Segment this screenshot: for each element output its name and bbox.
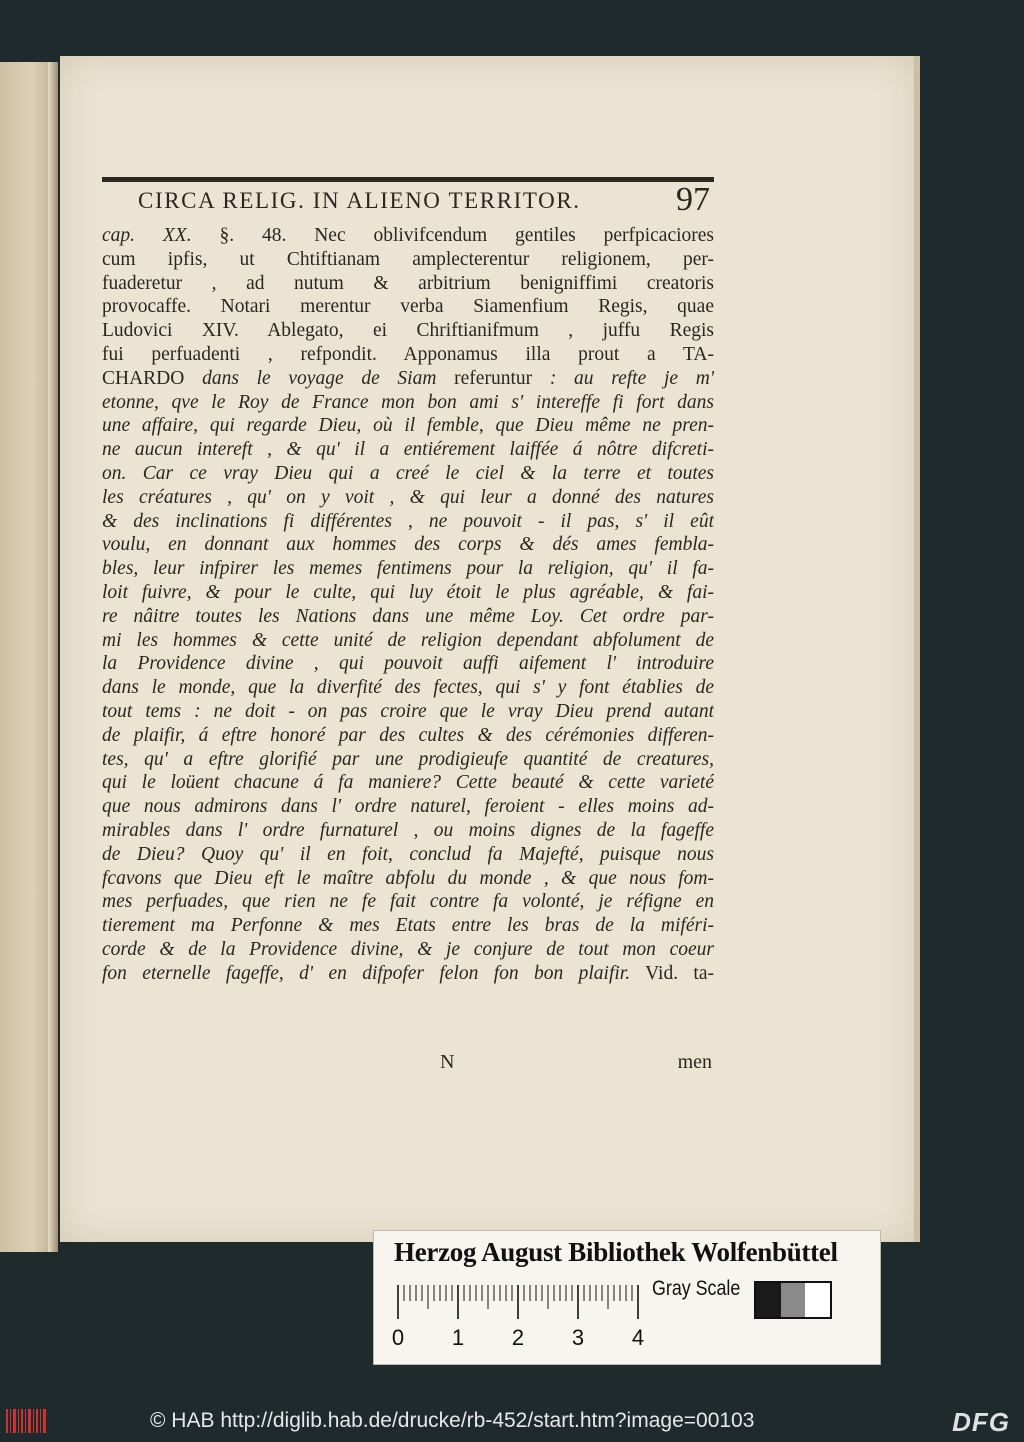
- ruler-number: 0: [391, 1325, 405, 1350]
- catchword: men: [677, 1051, 712, 1073]
- ruler-number: 4: [631, 1325, 645, 1350]
- dfg-logo: DFG: [952, 1407, 1010, 1437]
- text-line: [102, 629, 714, 653]
- book-page: [60, 56, 916, 1242]
- text-line: [102, 938, 714, 962]
- viewer-footer: [0, 1400, 1024, 1442]
- text-line: [102, 438, 714, 462]
- text-segment: referuntur: [436, 367, 550, 389]
- text-segment: bles, leur infpirer les memes fentimens pour la religion, qu' il fa-: [102, 558, 714, 580]
- barcode-icon: [6, 1407, 50, 1435]
- text-line: [102, 962, 714, 986]
- text-line: [102, 724, 714, 748]
- text-segment: qui le loüent chacune á fa maniere? Cette beauté & cette varieté: [102, 772, 714, 794]
- text-segment: dans le monde, que la diverfité des fectes, qui s' y font établies de: [102, 677, 714, 699]
- text-segment: de Dieu? Quoy qu' il en foit, conclud fa Majefté, puisque nous: [102, 843, 714, 865]
- text-line: [102, 605, 714, 629]
- text-line: [102, 652, 714, 676]
- text-line: [102, 581, 714, 605]
- text-segment: A-: [693, 343, 714, 365]
- page-number: 97: [676, 181, 710, 218]
- text-line: [102, 462, 714, 486]
- text-segment: fuaderetur , ad nutum & arbitrium benigniffimi creatoris: [102, 272, 714, 294]
- text-line: [102, 486, 714, 510]
- text-line: [102, 295, 714, 319]
- text-segment: de plaifir, á eftre honoré par des cultes & des cérémonies differen-: [102, 724, 714, 746]
- adjacent-page-edge: [0, 62, 58, 1252]
- text-segment: §. 48. Nec oblivifcendum gentiles perfpicaciores: [191, 225, 714, 246]
- text-segment: & des inclinations fi différentes , ne pouvoit - il pas, s' il eût: [102, 510, 714, 532]
- gray-swatch: [756, 1283, 781, 1317]
- text-line: [102, 319, 714, 343]
- page-foot: [102, 1051, 714, 1079]
- text-segment: une affaire, qui regarde Dieu, où il femble, que Dieu même ne pren-: [102, 415, 714, 437]
- text-segment: tout tems : ne doit - on pas croire que le vray Dieu prend autant: [102, 700, 714, 722]
- text-line: [102, 343, 714, 367]
- text-line: [102, 748, 714, 772]
- text-line: [102, 914, 714, 938]
- scale-ruler: [388, 1281, 648, 1353]
- library-color-card: [373, 1230, 881, 1365]
- text-segment: etonne, qve le Roy de France mon bon ami s' intereffe fi fort dans: [102, 391, 714, 413]
- copyright-link[interactable]: © HAB http://diglib.hab.de/drucke/rb-452/start.htm?image=00103: [150, 1409, 755, 1432]
- text-segment: loit fuivre, & pour le culte, qui luy étoit le plus agréable, & fai-: [102, 581, 714, 603]
- gray-scale-label: Gray Scale: [652, 1277, 741, 1300]
- ruler-number: 2: [511, 1325, 525, 1350]
- text-segment: Ludovici XIV. Ablegato, ei Chriftianifmum , juffu Regis: [102, 320, 714, 342]
- gray-scale-swatches: [754, 1281, 832, 1319]
- text-segment: la Providence divine , qui pouvoit auffi aifement l' introduire: [102, 653, 714, 675]
- text-segment: voulu, en donnant aux hommes des corps & dés ames fembla-: [102, 534, 714, 556]
- text-line: [102, 272, 714, 296]
- text-line: [102, 391, 714, 415]
- text-segment: dans le voyage de Siam: [202, 367, 437, 389]
- text-line: [102, 414, 714, 438]
- header-rule: [102, 177, 714, 182]
- text-segment: on. Car ce vray Dieu qui a creé le ciel & la terre et toutes: [102, 462, 714, 484]
- text-line: [102, 557, 714, 581]
- text-line: [102, 890, 714, 914]
- ruler-number: 1: [451, 1325, 465, 1350]
- text-segment: mi les hommes & cette unité de religion dependant abfolument de: [102, 629, 714, 651]
- text-segment: cum ipfis, ut Chtiftianam amplecterentur religionem, per-: [102, 248, 714, 270]
- page-header: [102, 181, 714, 222]
- text-segment: provocaffe. Notari merentur verba Siamenfium Regis, quae: [102, 296, 714, 318]
- library-name: Herzog August Bibliothek Wolfenbüttel: [394, 1237, 838, 1267]
- text-segment: : au refte je m': [549, 367, 714, 389]
- text-line: [102, 224, 714, 248]
- text-segment: mirables dans l' ordre furnaturel , ou moins dignes de la fageffe: [102, 819, 714, 841]
- text-segment: tes, qu' a eftre glorifié par une prodigieufe quantité de creatures,: [102, 748, 714, 770]
- text-segment: tierement ma Perfonne & mes Etats entre les bras de la miféri-: [102, 915, 714, 937]
- text-segment: Vid. ta-: [630, 962, 714, 984]
- signature-mark: N: [440, 1051, 455, 1073]
- text-line: [102, 771, 714, 795]
- text-segment: ne aucun intereft , & qu' il a entiérement laiffée á nôtre difcreti-: [102, 439, 714, 461]
- text-line: [102, 367, 714, 391]
- text-segment: CHARDO: [102, 367, 203, 389]
- text-line: [102, 867, 714, 891]
- text-segment: que nous admirons dans l' ordre naturel, feroient - elles moins ad-: [102, 796, 714, 818]
- text-segment: corde & de la Providence divine, & je conjure de tout mon coeur: [102, 938, 714, 960]
- text-line: [102, 248, 714, 272]
- ruler-number: 3: [571, 1325, 585, 1350]
- text-line: [102, 510, 714, 534]
- page-edge-shadow: [914, 56, 920, 1242]
- text-segment: cap. XX.: [102, 225, 192, 246]
- running-head: CIRCA RELIG. IN ALIENO TERRITOR.: [138, 188, 581, 213]
- text-segment: les créatures , qu' on y voit , & qui leur a donné des natures: [102, 486, 714, 508]
- text-line: [102, 819, 714, 843]
- text-segment: fcavons que Dieu eft le maître abfolu du monde , & que nous fom-: [102, 867, 714, 889]
- text-segment: mes perfuades, que rien ne fe fait contre fa volonté, je réfigne en: [102, 891, 714, 913]
- gray-swatch: [805, 1283, 830, 1317]
- text-line: [102, 533, 714, 557]
- text-segment: re nâitre toutes les Nations dans une même Loy. Cet ordre par-: [102, 605, 714, 627]
- text-line: [102, 700, 714, 724]
- text-line: [102, 676, 714, 700]
- text-segment: fon eternelle fageffe, d' en difpofer felon fon bon plaifir.: [102, 962, 631, 984]
- text-line: [102, 843, 714, 867]
- gray-swatch: [781, 1283, 806, 1317]
- page-gutter: [48, 62, 58, 1252]
- text-segment: fui perfuadenti , refpondit. Apponamus illa prout a T: [102, 343, 694, 365]
- body-text: [102, 224, 714, 986]
- text-line: [102, 795, 714, 819]
